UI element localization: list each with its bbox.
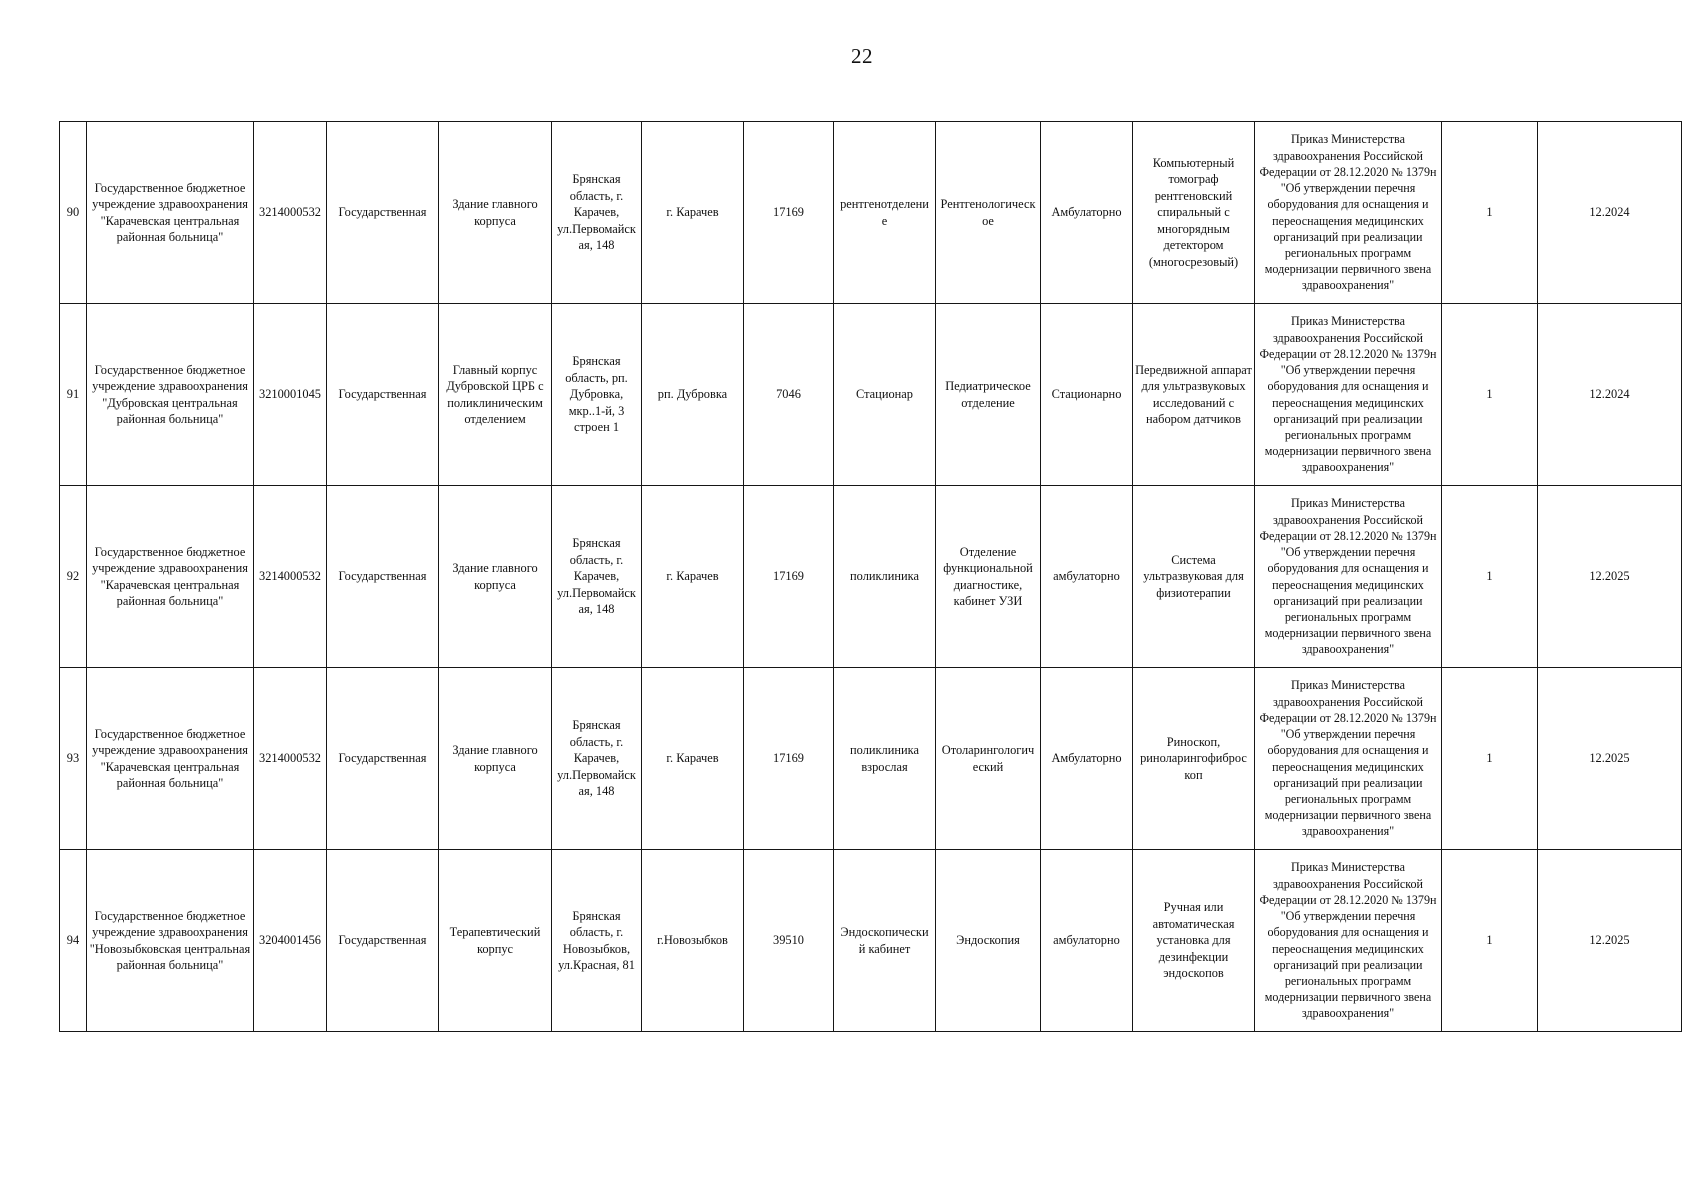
department-cell: Рентгенологическ ое	[936, 122, 1041, 304]
table-row	[60, 850, 1682, 1032]
care-conditions-cell: Амбулаторно	[1041, 668, 1133, 850]
inn-code-cell: 3214000532	[254, 668, 327, 850]
building-name-cell: Здание главного корпуса	[439, 486, 552, 668]
address-cell: Брянская область, г. Карачев, ул.Первомайск ая, 148	[552, 668, 642, 850]
table-row	[60, 122, 1682, 304]
ownership-form-cell: Государственная	[327, 850, 439, 1032]
equipment-name-cell: Передвижной аппарат для ультразвуковых исследований с набором датчиков	[1133, 304, 1255, 486]
structural-unit-cell: рентгенотделени е	[834, 122, 936, 304]
care-conditions-cell: амбулаторно	[1041, 850, 1133, 1032]
delivery-date-cell: 12.2024	[1538, 122, 1682, 304]
locality-cell: г.Новозыбков	[642, 850, 744, 1032]
care-conditions-cell: Стационарно	[1041, 304, 1133, 486]
address-cell: Брянская область, рп. Дубровка, мкр..1-й, 3 строен 1	[552, 304, 642, 486]
delivery-date-cell: 12.2025	[1538, 668, 1682, 850]
organization-name-cell: Государственное бюджетное учреждение здравоохранения "Карачевская центральная районная больница"	[87, 668, 254, 850]
equipment-name-cell: Компьютерный томограф рентгеновский спиральный с многорядным детектором (многосрезовый)	[1133, 122, 1255, 304]
building-name-cell: Главный корпус Дубровской ЦРБ с поликлиническим отделением	[439, 304, 552, 486]
order-reference-cell: Приказ Министерства здравоохранения Российской Федерации от 28.12.2020 № 1379н "Об утверждении перечня оборудования для оснащения и переоснащения медицинских организаций при реализации региональных программ модернизации первичного звена здравоохранения"	[1255, 850, 1442, 1032]
table-row	[60, 668, 1682, 850]
care-conditions-cell: Амбулаторно	[1041, 122, 1133, 304]
quantity-cell: 1	[1442, 486, 1538, 668]
delivery-date-cell: 12.2025	[1538, 486, 1682, 668]
population-cell: 17169	[744, 486, 834, 668]
order-reference-cell: Приказ Министерства здравоохранения Российской Федерации от 28.12.2020 № 1379н "Об утверждении перечня оборудования для оснащения и переоснащения медицинских организаций при реализации региональных программ модернизации первичного звена здравоохранения"	[1255, 304, 1442, 486]
row-number-cell: 93	[60, 668, 87, 850]
equipment-name-cell: Ручная или автоматическая установка для дезинфекции эндоскопов	[1133, 850, 1255, 1032]
quantity-cell: 1	[1442, 304, 1538, 486]
row-number-cell: 91	[60, 304, 87, 486]
structural-unit-cell: поликлиника взрослая	[834, 668, 936, 850]
department-cell: Педиатрическое отделение	[936, 304, 1041, 486]
locality-cell: г. Карачев	[642, 668, 744, 850]
order-reference-cell: Приказ Министерства здравоохранения Российской Федерации от 28.12.2020 № 1379н "Об утверждении перечня оборудования для оснащения и переоснащения медицинских организаций при реализации региональных программ модернизации первичного звена здравоохранения"	[1255, 486, 1442, 668]
inn-code-cell: 3214000532	[254, 122, 327, 304]
order-reference-cell: Приказ Министерства здравоохранения Российской Федерации от 28.12.2020 № 1379н "Об утверждении перечня оборудования для оснащения и переоснащения медицинских организаций при реализации региональных программ модернизации первичного звена здравоохранения"	[1255, 122, 1442, 304]
address-cell: Брянская область, г. Карачев, ул.Первомайск ая, 148	[552, 122, 642, 304]
structural-unit-cell: поликлиника	[834, 486, 936, 668]
population-cell: 17169	[744, 668, 834, 850]
address-cell: Брянская область, г. Карачев, ул.Первомайск ая, 148	[552, 486, 642, 668]
quantity-cell: 1	[1442, 850, 1538, 1032]
structural-unit-cell: Эндоскопически й кабинет	[834, 850, 936, 1032]
locality-cell: рп. Дубровка	[642, 304, 744, 486]
inn-code-cell: 3214000532	[254, 486, 327, 668]
population-cell: 7046	[744, 304, 834, 486]
table-body	[60, 122, 1682, 1032]
quantity-cell: 1	[1442, 668, 1538, 850]
address-cell: Брянская область, г. Новозыбков, ул.Красная, 81	[552, 850, 642, 1032]
row-number-cell: 90	[60, 122, 87, 304]
locality-cell: г. Карачев	[642, 122, 744, 304]
organization-name-cell: Государственное бюджетное учреждение здравоохранения "Новозыбковская центральная районная больница"	[87, 850, 254, 1032]
department-cell: Отделение функциональной диагностике, кабинет УЗИ	[936, 486, 1041, 668]
locality-cell: г. Карачев	[642, 486, 744, 668]
population-cell: 39510	[744, 850, 834, 1032]
quantity-cell: 1	[1442, 122, 1538, 304]
row-number-cell: 92	[60, 486, 87, 668]
building-name-cell: Здание главного корпуса	[439, 122, 552, 304]
equipment-registry-table	[59, 121, 1682, 1032]
department-cell: Отоларингологич еский	[936, 668, 1041, 850]
order-reference-cell: Приказ Министерства здравоохранения Российской Федерации от 28.12.2020 № 1379н "Об утверждении перечня оборудования для оснащения и переоснащения медицинских организаций при реализации региональных программ модернизации первичного звена здравоохранения"	[1255, 668, 1442, 850]
inn-code-cell: 3204001456	[254, 850, 327, 1032]
building-name-cell: Терапевтический корпус	[439, 850, 552, 1032]
ownership-form-cell: Государственная	[327, 486, 439, 668]
equipment-name-cell: Риноскоп, риноларингофиброс коп	[1133, 668, 1255, 850]
equipment-name-cell: Система ультразвуковая для физиотерапии	[1133, 486, 1255, 668]
population-cell: 17169	[744, 122, 834, 304]
table-row	[60, 304, 1682, 486]
delivery-date-cell: 12.2025	[1538, 850, 1682, 1032]
inn-code-cell: 3210001045	[254, 304, 327, 486]
structural-unit-cell: Стационар	[834, 304, 936, 486]
row-number-cell: 94	[60, 850, 87, 1032]
organization-name-cell: Государственное бюджетное учреждение здравоохранения "Дубровская центральная районная больница"	[87, 304, 254, 486]
ownership-form-cell: Государственная	[327, 668, 439, 850]
care-conditions-cell: амбулаторно	[1041, 486, 1133, 668]
page-number: 22	[851, 44, 873, 68]
delivery-date-cell: 12.2024	[1538, 304, 1682, 486]
ownership-form-cell: Государственная	[327, 304, 439, 486]
organization-name-cell: Государственное бюджетное учреждение здравоохранения "Карачевская центральная районная больница"	[87, 122, 254, 304]
department-cell: Эндоскопия	[936, 850, 1041, 1032]
ownership-form-cell: Государственная	[327, 122, 439, 304]
organization-name-cell: Государственное бюджетное учреждение здравоохранения "Карачевская центральная районная больница"	[87, 486, 254, 668]
table-row	[60, 486, 1682, 668]
building-name-cell: Здание главного корпуса	[439, 668, 552, 850]
